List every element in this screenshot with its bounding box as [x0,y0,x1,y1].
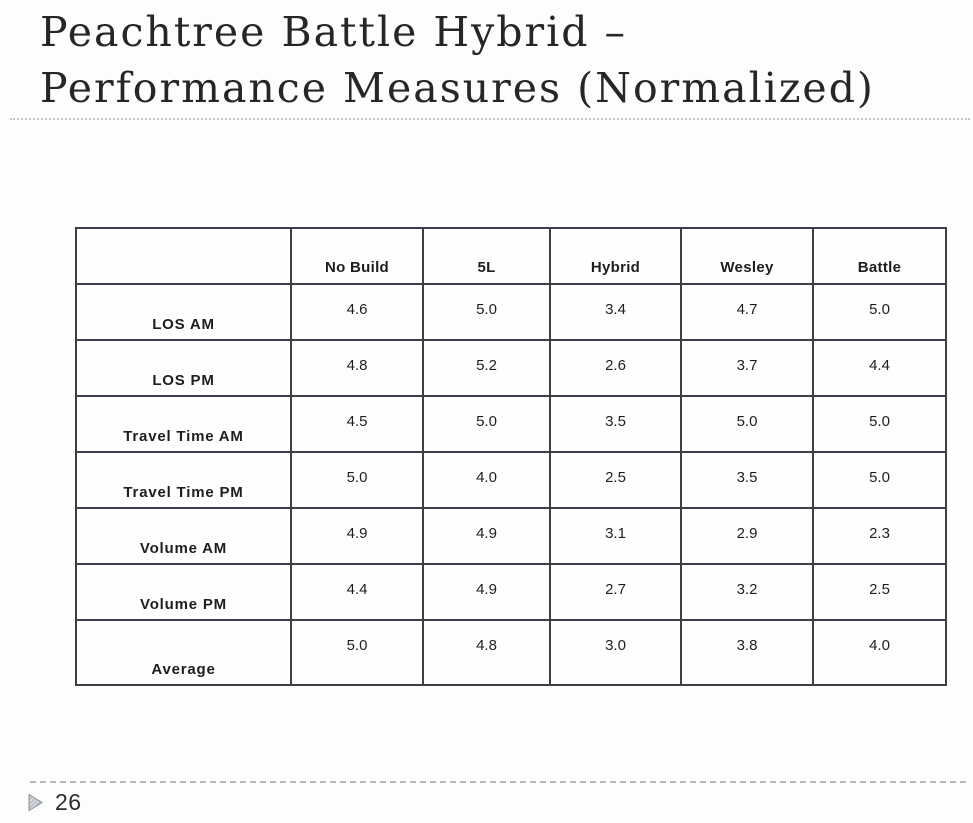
table-cell: 3.7 [681,340,813,396]
row-label: Volume AM [76,508,291,564]
table-cell: 4.4 [813,340,946,396]
table-cell: 5.0 [813,396,946,452]
table-cell: 4.8 [423,620,550,685]
column-header-battle: Battle [813,228,946,284]
table-cell: 2.6 [550,340,681,396]
table-cell: 5.0 [423,284,550,340]
table-row [76,564,946,620]
table-cell: 3.5 [681,452,813,508]
table-cell: 5.0 [813,452,946,508]
table-cell: 4.6 [291,284,423,340]
table-row [76,340,946,396]
table-cell: 3.5 [550,396,681,452]
table-cell: 4.9 [423,564,550,620]
table-cell: 2.5 [813,564,946,620]
row-label: Travel Time PM [76,452,291,508]
row-label: LOS PM [76,340,291,396]
table-cell: 3.2 [681,564,813,620]
column-header-5l: 5L [423,228,550,284]
row-label: Travel Time AM [76,396,291,452]
row-label: Volume PM [76,564,291,620]
table-cell: 4.9 [423,508,550,564]
table-row [76,284,946,340]
table-cell: 4.9 [291,508,423,564]
table-cell: 5.0 [423,396,550,452]
table-cell: 2.7 [550,564,681,620]
table-cell: 4.0 [423,452,550,508]
page-title: Peachtree Battle Hybrid – Performance Measures (Normalized) [40,8,875,112]
table-row [76,452,946,508]
row-label: LOS AM [76,284,291,340]
column-header-wesley: Wesley [681,228,813,284]
table-cell: 2.5 [550,452,681,508]
table-cell: 4.7 [681,284,813,340]
table-cell: 5.0 [291,452,423,508]
table-cell: 4.5 [291,396,423,452]
table-cell: 3.8 [681,620,813,685]
table-row [76,508,946,564]
table-cell: 3.1 [550,508,681,564]
footer-divider [30,781,966,783]
column-header-no-build: No Build [291,228,423,284]
column-header-hybrid: Hybrid [550,228,681,284]
table-cell: 4.4 [291,564,423,620]
page-number: 26 [55,789,82,815]
table-cell: 5.2 [423,340,550,396]
table-row [76,620,946,685]
title-divider [10,118,970,120]
performance-table [75,227,947,686]
corner-cell [76,228,291,284]
table-cell: 4.8 [291,340,423,396]
table-cell: 5.0 [291,620,423,685]
row-label: Average [76,620,291,685]
table-cell: 5.0 [813,284,946,340]
table-header-row [76,228,946,284]
table-cell: 3.4 [550,284,681,340]
table-cell: 4.0 [813,620,946,685]
table-cell: 3.0 [550,620,681,685]
table-cell: 5.0 [681,396,813,452]
table-cell: 2.9 [681,508,813,564]
table-cell: 2.3 [813,508,946,564]
right-triangle-icon [27,793,44,812]
table-row [76,396,946,452]
page-footer [27,789,82,816]
